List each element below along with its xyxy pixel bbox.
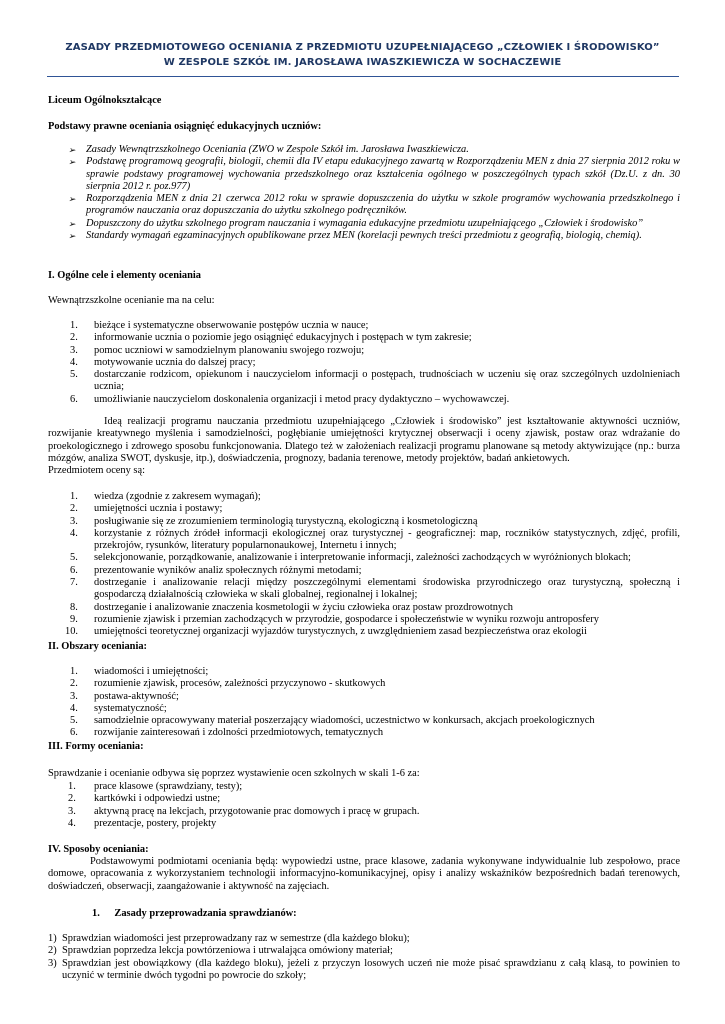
list-item: 2. informowanie ucznia o poziomie jego osiągnięć edukacyjnych i postępach w tym zakresie; — [70, 332, 472, 344]
list-item: 6. umożliwianie nauczycielom doskonalenia organizacji i metod pracy dydaktyczno – wychowawczej. — [70, 393, 510, 405]
legal-list — [68, 144, 680, 242]
section-4-subheading — [92, 908, 680, 920]
section-2-heading: II. Obszary oceniania: — [48, 641, 148, 652]
section-1-intro: Wewnątrzszkolne ocenianie ma na celu: — [48, 295, 215, 306]
header-line-1: ZASADY PRZEDMIOTOWEGO OCENIANIA Z PRZEDMIOTU UZUPEŁNIAJĄCEGO „CZŁOWIEK I ŚRODOWISKO” — [65, 42, 660, 53]
section-1-heading: I. Ogólne cele i elementy oceniania — [48, 270, 201, 281]
list-item: 10. umiejętności teoretycznej organizacji wyjazdów turystycznych, z uwzględnieniem zasad bezpieczeństwa oraz ekologii — [65, 626, 587, 638]
list-item: 4. systematyczność; — [70, 702, 167, 714]
list-item: 3. posługiwanie się ze zrozumieniem terminologią turystyczną, ekologiczną i kosmetologiczną — [70, 515, 478, 527]
list-item: 6. rozwijanie zainteresowań i zdolności przedmiotowych, tematycznych — [70, 727, 384, 739]
list-item: 1. bieżące i systematyczne obserwowanie postępów ucznia w nauce; — [70, 320, 369, 331]
section-3-intro: Sprawdzanie i ocenianie odbywa się poprzez wystawienie ocen szkolnych w skali 1-6 za: — [48, 768, 420, 779]
list-item: 2. rozumienie zjawisk, procesów, zależności przyczynowo - skutkowych — [70, 678, 386, 690]
arrow-bullet-icon: ➢ — [68, 231, 76, 242]
list-item: 7. dostrzeganie i analizowanie relacji między poszczególnymi elementami środowiska przyrodniczego oraz turystyczną, społeczną i gospodarczą działalnością człowieka w skali globalnej, regionalnej i lokalnej; — [70, 577, 680, 601]
list-item: 3. postawa-aktywność; — [70, 690, 179, 702]
list-item: 5. selekcjonowanie, porządkowanie, analizowanie i interpretowanie informacji, zależności zachodzących w wyróżnionych blokach; — [70, 552, 631, 564]
list-item: 4. prezentacje, postery, projekty — [68, 817, 217, 829]
list-item: 4. motywowanie ucznia do dalszej pracy; — [70, 356, 256, 368]
forms-list — [48, 781, 680, 830]
list-item: 1. wiedza (zgodnie z zakresem wymagań); — [70, 491, 261, 502]
arrow-bullet-icon: ➢ — [68, 218, 76, 229]
section-4-heading: IV. Sposoby oceniania: — [48, 844, 149, 855]
school-type: Liceum Ogólnokształcące — [48, 95, 162, 106]
arrow-bullet-icon: ➢ — [68, 145, 76, 155]
list-item: 3. aktywną pracę na lekcjach, przygotowanie prac domowych i pracę w grupach. — [68, 805, 420, 817]
header-line-2: W ZESPOLE SZKÓŁ IM. JAROSŁAWA IWASZKIEWICZA W SOCHACZEWIE — [163, 57, 562, 68]
subheading-text: Zasady przeprowadzania sprawdzianów: — [114, 908, 297, 919]
goals-list — [48, 320, 680, 406]
section-3-heading: III. Formy oceniania: — [48, 741, 144, 752]
list-item: 3. pomoc uczniowi w samodzielnym planowaniu swojego rozwoju; — [70, 344, 365, 356]
list-item: 9. rozumienie zjawisk i przemian zachodzących w przyrodzie, gospodarce i społeczeństwie w wyniku rozwoju antroposfery — [70, 613, 599, 625]
list-item: 2. kartkówki i odpowiedzi ustne; — [68, 793, 221, 805]
list-item: ➢ Rozporządzenia MEN z dnia 21 czerwca 2012 roku w sprawie dopuszczenia do użytku w szkole programów wychowania przedszkolnego i programów nauczania oraz dopuszczania do użytku szkolnego podręczników. — [68, 193, 680, 217]
header-rule — [47, 76, 679, 77]
list-item: 8. dostrzeganie i analizowanie znaczenia kosmetologii w życiu człowieka oraz postaw prozdrowotnych — [70, 601, 513, 613]
list-item: ➢ Dopuszczony do użytku szkolnego program nauczania i wymagania edukacyjne przedmiotu uzupełniającego „Człowiek i środowisko” — [68, 217, 644, 229]
list-item: 2) Sprawdzian poprzedza lekcja powtórzeniowa i utrwalająca omówiony materiał; — [48, 945, 393, 957]
areas-list — [48, 666, 680, 740]
arrow-bullet-icon: ➢ — [68, 157, 76, 168]
list-item: ➢ Standardy wymagań egzaminacyjnych opublikowane przez MEN (korelacji pewnych treści przedmiotu z geografią, biologią, chemią). — [68, 230, 642, 242]
list-item: ➢ Podstawę programową geografii, biologii, chemii dla IV etapu edukacyjnego zawartą w Rozporządzeniu MEN z dnia 27 sierpnia 2012 roku w sprawie podstawy programowej wychowania przedszkolnego oraz kształcenia ogólnego w poszczególnych typach szkół (Dz.U. z dn. 30 sierpnia 2012 r. poz.977) — [68, 156, 680, 192]
section-4-paragraph: Podstawowymi podmiotami oceniania będą: wypowiedzi ustne, prace klasowe, zadania wykonywane indywidualnie lub zespołowo, prace domowe, opracowania z wykorzystaniem technologii informacyjno-komunikacyjnej, opisy i analizy wskaźników bezpośrednich badań terenowych, doświadczeń, obserwacji, zaangażowanie i aktywność na zajęciach. — [48, 856, 680, 892]
list-item: ➢ Zasady Wewnątrzszkolnego Oceniania (ZWO w Zespole Szkół im. Jarosława Iwaszkiewicza. — [68, 144, 469, 155]
section-1-paragraph: Ideą realizacji programu nauczania przedmiotu uzupełniającego „Człowiek i środowisko” jest kształtowanie aktywności uczniów, rozwijanie kreatywnego myślenia i samodzielności, pogłębianie umiejętności krytycznej obserwacji i oceny zjawisk, postaw oraz wdrażanie do proekologicznego i zdrowego sposobu funkcjonowania. Dlatego też w założeniach realizacji programu planowane są metody aktywizujące (np.: burza mózgów, analiza SWOT, dyskusje, itp.), doświadczenia, prognozy, badania terenowe, metody projektów, badań ankietowych. — [48, 416, 680, 464]
legal-heading: Podstawy prawne oceniania osiągnięć edukacyjnych uczniów: — [48, 121, 322, 132]
list-item: 5. dostarczanie rodzicom, opiekunom i nauczycielom informacji o postępach, trudnościach w uczeniu się oraz szczególnych uzdolnieniach ucznia; — [70, 369, 680, 393]
list-item: 2. umiejętności ucznia i postawy; — [70, 503, 223, 515]
list-item: 1. prace klasowe (sprawdziany, testy); — [68, 781, 243, 792]
list-item: 5. samodzielnie opracowywany materiał poszerzający wiadomości, uczestnictwo w konkursach, akcjach proekologicznych — [70, 715, 595, 727]
arrow-bullet-icon: ➢ — [68, 194, 76, 205]
list-item: 4. korzystanie z różnych źródeł informacji ekologicznej oraz turystycznej - geograficznej: map, roczników statystycznych, zdjęć, profili, przekrojów, rysunków, literatury popularnonaukowej, Internetu i innych; — [70, 527, 680, 552]
list-item: 1. wiadomości i umiejętności; — [70, 666, 209, 677]
document-header — [40, 40, 685, 70]
subheading-number: 1. — [92, 908, 100, 919]
subjects-intro: Przedmiotem oceny są: — [48, 465, 145, 476]
list-item: 1) Sprawdzian wiadomości jest przeprowadzany raz w semestrze (dla każdego bloku); — [48, 933, 410, 944]
subjects-list — [48, 491, 680, 639]
list-item: 6. prezentowanie wyników analiz społecznych różnymi metodami; — [70, 564, 362, 576]
rules-list — [48, 933, 680, 982]
list-item: 3) Sprawdzian jest obowiązkowy (dla każdego bloku), jeżeli z przyczyn losowych uczeń nie może pisać sprawdzianu z całą klasą, to powinien to uczynić w terminie dwóch tygodni po powrocie do szkoły; — [48, 957, 680, 981]
